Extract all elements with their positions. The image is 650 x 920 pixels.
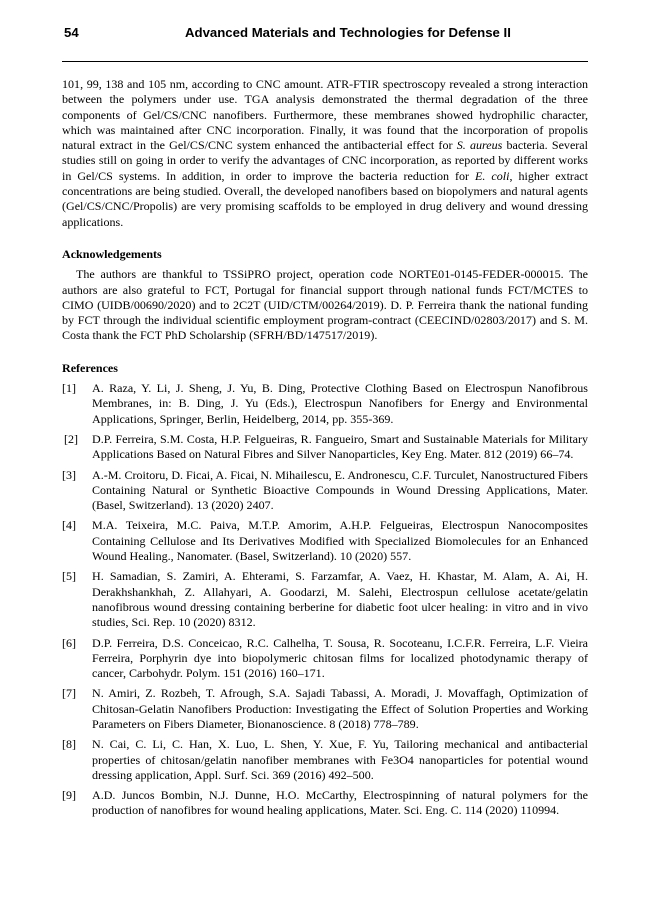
references-heading: References — [62, 360, 118, 375]
conclusion-text-2: bacteria. Several studies still on going in order to verify the advantages of CNC incorporation, as reported by different works in Gel/CS systems. In addition, in order to improve the bacteria reduction for — [62, 138, 588, 183]
conclusion-text-1: 101, 99, 138 and 105 nm, according to CNC amount. ATR-FTIR spectroscopy revealed a strong interaction between the polymers under use. TGA analysis demonstrated the thermal degradation of the three components of Gel/CS/CNC nanofibers. Furthermore, these membranes showed hydrophilic character, which was maintained after CNC incorporation. Finally, it was found that the incorporation of propolis natural extract in the Gel/CS/CNC system enhanced the antibacterial effect for — [62, 77, 588, 153]
reference-number: [3] — [62, 467, 77, 482]
reference-number: [1] — [62, 381, 77, 396]
reference-text: A. Raza, Y. Li, J. Sheng, J. Yu, B. Ding, Protective Clothing Based on Electrospun Nanofibrous Membranes, in: B. Ding, J. Yu (Eds.), Electrospun Nanofibers for Energy and Environmental Applications, Springer, Berlin, Heidelberg, 2014, pp. 355-369. — [92, 381, 588, 426]
reference-text: D.P. Ferreira, S.M. Costa, H.P. Felgueiras, R. Fangueiro, Smart and Sustainable Materials for Military Applications Based on Natural Fibres and Silver Nanoparticles, Key Eng. Mater. 812 (2019) 66–74. — [92, 431, 588, 462]
reference-list — [62, 381, 588, 819]
reference-item — [62, 686, 588, 732]
reference-text: N. Cai, C. Li, C. Han, X. Luo, L. Shen, Y. Xue, F. Yu, Tailoring mechanical and antibacterial properties of chitosan/gelatin nanofiber membranes with Fe3O4 nanoparticles for potential wound dressing application, Appl. Surf. Sci. 369 (2016) 492–500. — [92, 737, 588, 782]
reference-text: D.P. Ferreira, D.S. Conceicao, R.C. Calhelha, T. Sousa, R. Socoteanu, I.C.F.R. Ferreira, L.F. Vieira Ferreira, Porphyrin dye into biopolymeric chitosan films for localized photodynamic therapy of cancer, Carbohydr. Polym. 151 (2016) 160–171. — [92, 635, 588, 681]
reference-item — [62, 468, 588, 514]
reference-text: H. Samadian, S. Zamiri, A. Ehterami, S. Farzamfar, A. Vaez, H. Khastar, M. Alam, A. Ai, H. Derakhshankhah, Z. Allahyari, A. Goodarzi, M. Salehi, Electrospun cellulose acetate/gelatin nanofibrous wound dressing containing berberine for diabetic foot ulcer healing: in vitro and in vivo studies, Sci. Rep. 10 (2020) 8312. — [92, 569, 588, 630]
reference-number: [9] — [62, 788, 77, 803]
reference-item — [62, 381, 588, 427]
reference-number: [8] — [62, 737, 77, 752]
page-body — [62, 77, 588, 824]
reference-number: [7] — [62, 686, 77, 701]
reference-item — [62, 636, 588, 682]
reference-text: A.D. Juncos Bombin, N.J. Dunne, H.O. McCarthy, Electrospinning of natural polymers for the production of nanofibres for wound healing applications, Mater. Sci. Eng. C. 114 (2020) 110994. — [92, 788, 588, 818]
species-name: E. coli — [475, 168, 510, 183]
header-divider — [62, 61, 588, 62]
reference-number: [6] — [62, 635, 77, 650]
reference-text: N. Amiri, Z. Rozbeh, T. Afrough, S.A. Sajadi Tabassi, A. Moradi, J. Movaffagh, Optimization of Chitosan-Gelatin Nanofibers Production: Investigating the Effect of Solution Properties and Working Parameters on Fibers Diameter, Bionanoscience. 8 (2018) 778–789. — [92, 686, 588, 731]
reference-number: [4] — [62, 518, 77, 533]
conclusion-paragraph — [62, 77, 588, 230]
page-header — [62, 22, 588, 44]
running-title: Advanced Materials and Technologies for Defense II — [185, 25, 511, 40]
acknowledgements-paragraph: The authors are thankful to TSSiPRO project, operation code NORTE01-0145-FEDER-000015. The authors are also grateful to FCT, Portugal for financial support through national funds FCT/MCTES to CIMO (UIDB/00690/2020) and to 2C2T (UID/CTM/00264/2019). D. P. Ferreira thank the national funding by FCT through the individual scientific employment program-contract (CEECIND/02803/2017) and S. M. Costa thank the FCT PhD Scholarship (SFRH/BD/147517/2019). — [62, 267, 588, 343]
reference-text: M.A. Teixeira, M.C. Paiva, M.T.P. Amorim, A.H.P. Felgueiras, Electrospun Nanocomposites Containing Cellulose and Its Derivatives Modified with Specialized Biomolecules for an Enhanced Wound Healing., Nanomater. (Basel, Switzerland). 10 (2020) 557. — [92, 518, 588, 564]
reference-number: [2] — [64, 431, 79, 446]
page-number: 54 — [64, 25, 79, 40]
reference-item — [62, 737, 588, 783]
reference-item — [62, 518, 588, 564]
conclusion-text-3: , higher extract concentrations are being studied. Overall, the developed nanofibers based on biopolymers and natural agents (Gel/CS/CNC/Propolis) are very promising scaffolds to be employed in drug delivery and wound dressing applications. — [62, 168, 588, 229]
reference-number: [5] — [62, 569, 77, 584]
reference-item — [62, 569, 588, 630]
acknowledgements-heading: Acknowledgements — [62, 246, 162, 261]
reference-text: A.-M. Croitoru, D. Ficai, A. Ficai, N. Mihailescu, E. Andronescu, C.F. Turculet, Nanostructured Fibers Containing Natural or Synthetic Bioactive Compounds in Wound Dressing Applications, Mater. (Basel, Switzerland). 13 (2020) 2407. — [92, 467, 588, 513]
reference-item — [62, 432, 588, 463]
species-name: S. aureus — [456, 138, 503, 153]
reference-item — [62, 788, 588, 819]
